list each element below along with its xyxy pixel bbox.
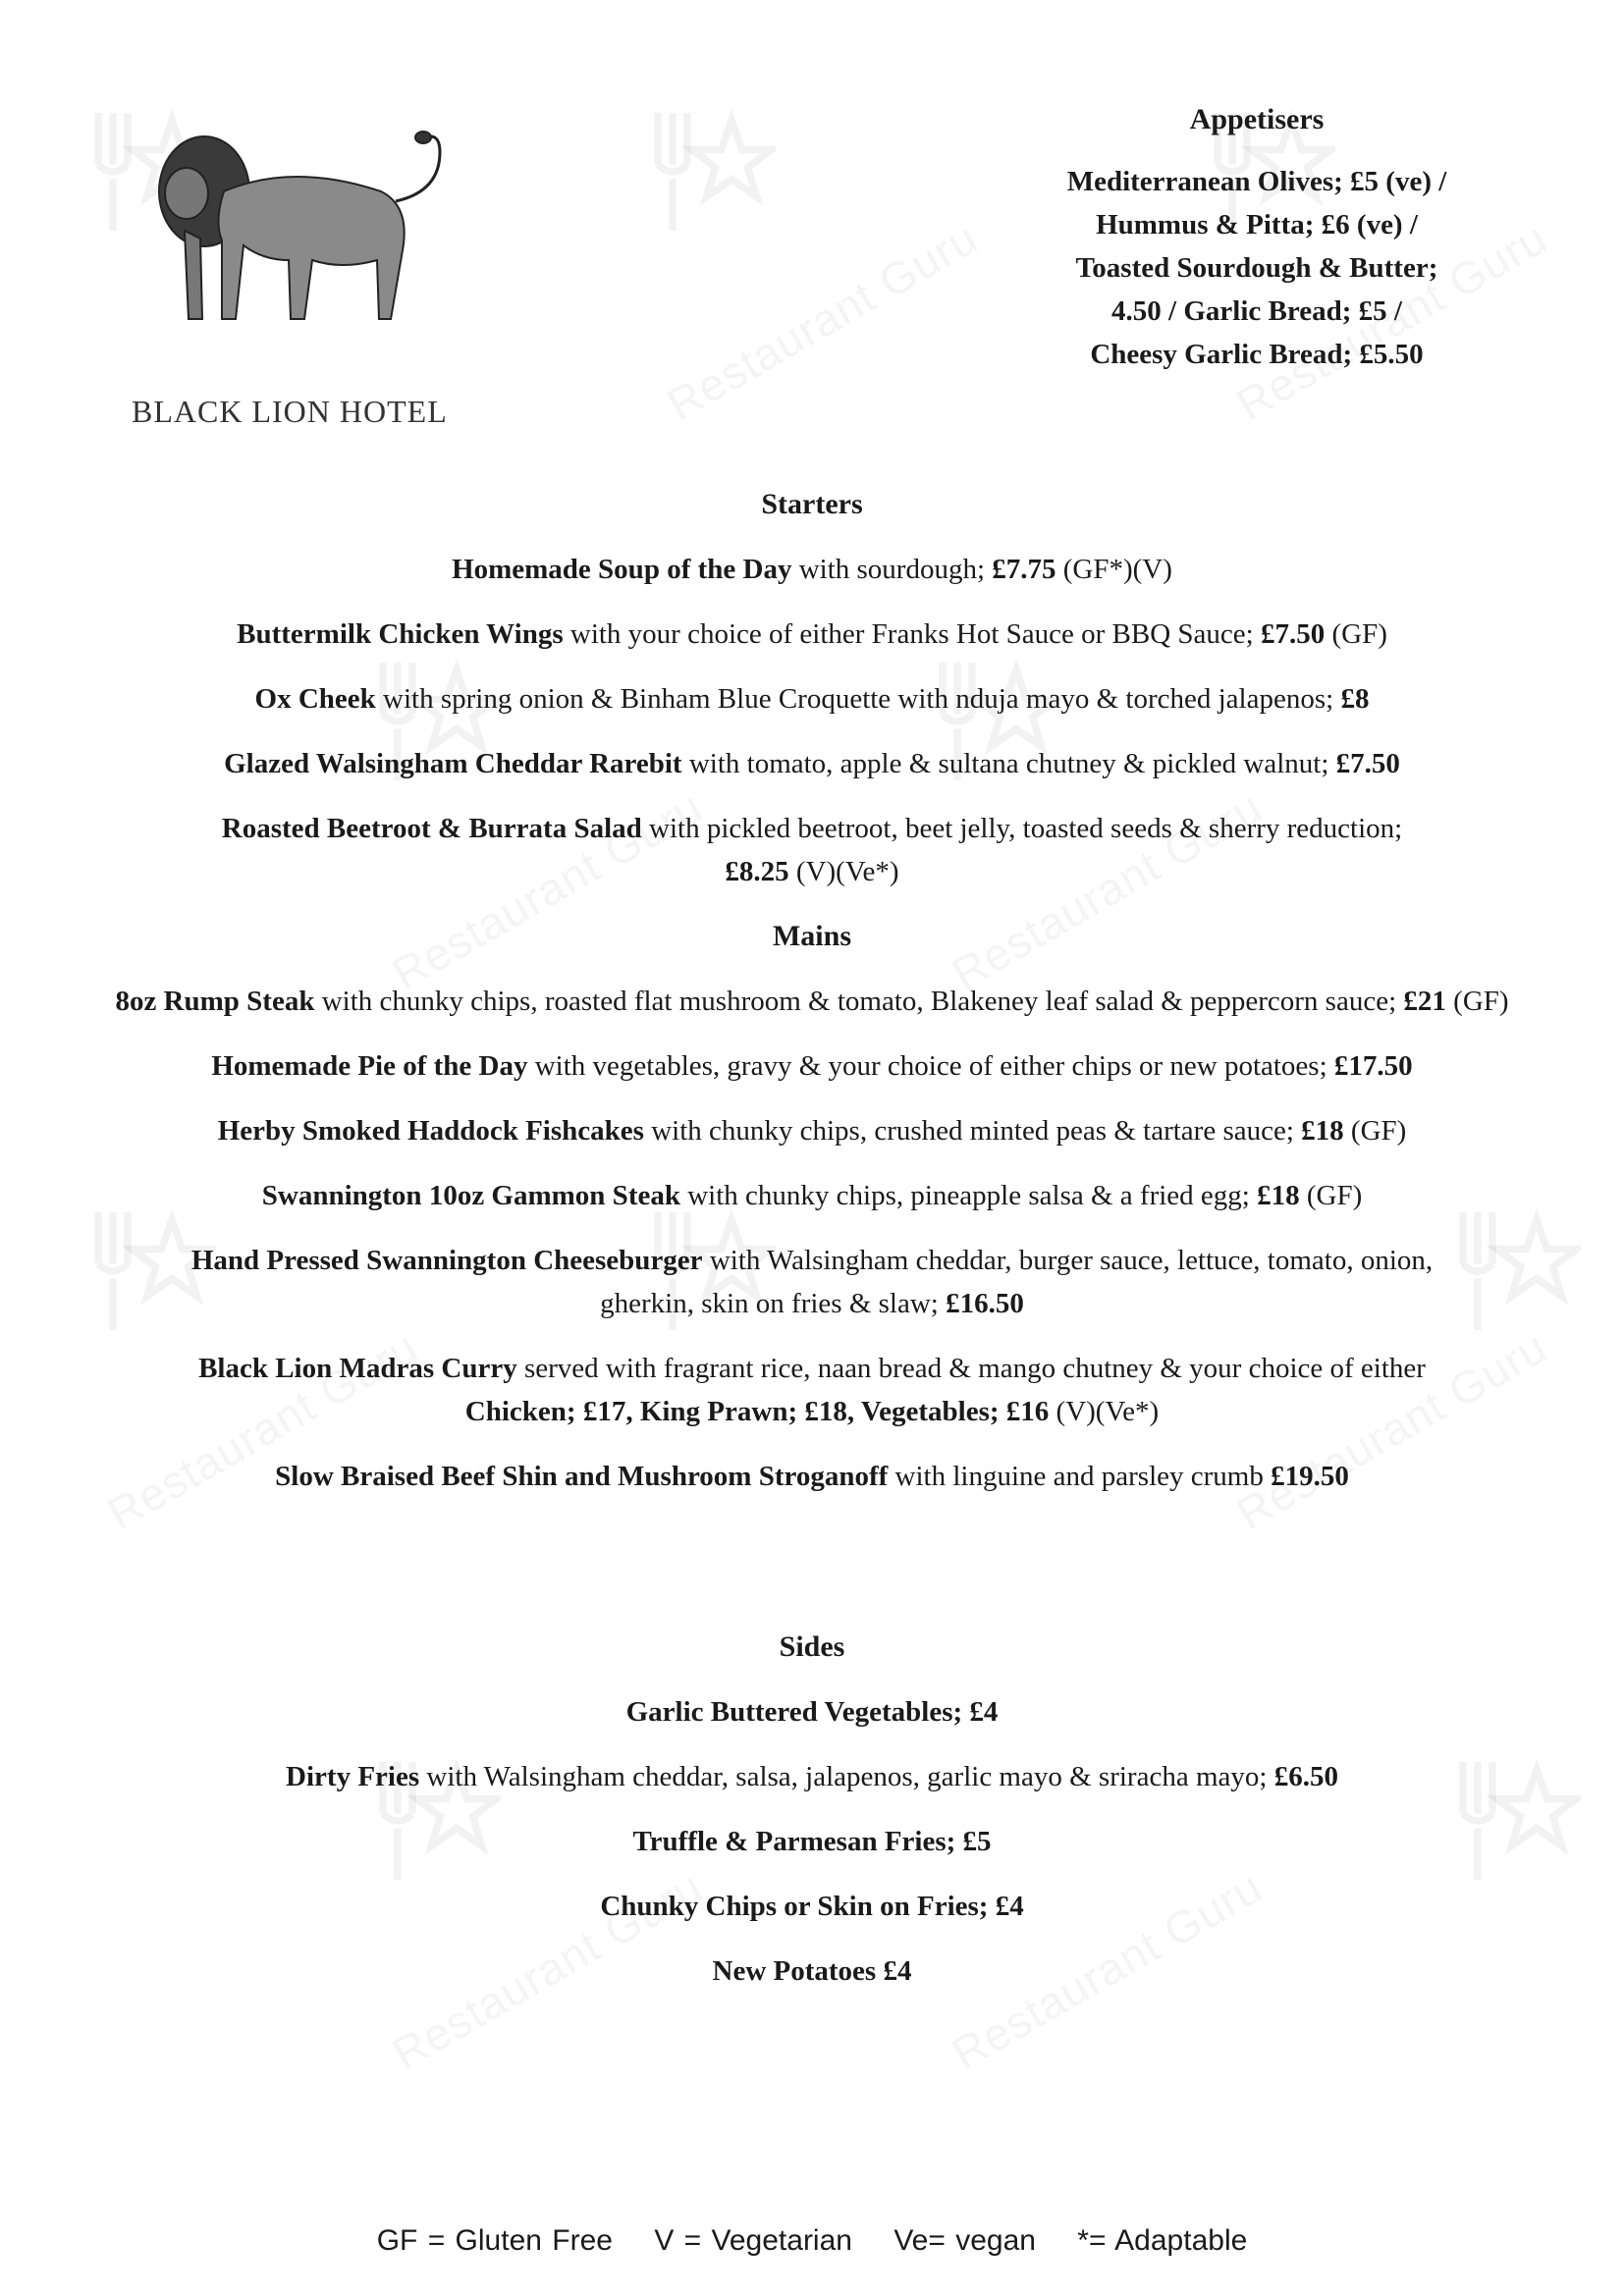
hotel-logo	[126, 123, 479, 437]
menu-item	[79, 613, 1545, 656]
menu-item	[79, 1174, 1545, 1217]
legend-item: V = Vegetarian	[654, 2224, 852, 2257]
legend-item: Ve= vegan	[893, 2224, 1036, 2257]
item-name: Herby Smoked Haddock Fishcakes	[217, 1115, 644, 1147]
item-price: £21	[1403, 986, 1446, 1017]
starters-section	[79, 483, 1545, 893]
item-name: Homemade Pie of the Day	[211, 1050, 528, 1082]
item-desc: with chunky chips, roasted flat mushroom & tomato, Blakeney leaf salad & peppercorn sauce;	[314, 986, 1404, 1017]
item-price: £19.50	[1271, 1461, 1349, 1492]
menu-item	[79, 1044, 1545, 1088]
menu-item	[79, 1755, 1545, 1798]
item-desc: with your choice of either Franks Hot Sauce or BBQ Sauce;	[563, 618, 1261, 650]
item-price: Chicken; £17, King Prawn; £18, Vegetables; £16	[464, 1396, 1050, 1427]
item-name: Black Lion Madras Curry	[198, 1353, 517, 1384]
menu-item	[79, 807, 1545, 893]
item-name: Dirty Fries	[286, 1761, 420, 1792]
menu-item	[79, 1455, 1545, 1498]
menu-item	[79, 1820, 1545, 1863]
item-name: 8oz Rump Steak	[115, 986, 315, 1017]
item-price: £16.50	[946, 1288, 1024, 1319]
item-price: £6.50	[1273, 1761, 1338, 1792]
item-price: £8	[1340, 683, 1370, 715]
hotel-name: BLACK LION HOTEL	[132, 394, 448, 429]
item-desc: served with fragrant rice, naan bread & mango chutney & your choice of either	[516, 1353, 1426, 1384]
item-name: Slow Braised Beef Shin and Mushroom Stroganoff	[275, 1461, 889, 1492]
appetisers-section	[982, 103, 1532, 376]
item-price: £18	[1257, 1180, 1300, 1211]
item-price: £7.50	[1335, 748, 1400, 779]
item-name: Glazed Walsingham Cheddar Rarebit	[224, 748, 682, 779]
appetiser-line: Hummus & Pitta; £6 (ve) /	[1096, 209, 1418, 240]
dietary-legend	[0, 2224, 1624, 2258]
item-name: Chunky Chips or Skin on Fries; £4	[600, 1891, 1024, 1922]
item-name: Buttermilk Chicken Wings	[237, 618, 564, 650]
menu-item	[79, 1690, 1545, 1734]
item-desc: with tomato, apple & sultana chutney & pickled walnut;	[681, 748, 1336, 779]
item-desc: with Walsingham cheddar, burger sauce, lettuce, tomato, onion, gherkin, skin on fries & slaw;	[600, 1245, 1434, 1319]
legend-item: *= Adaptable	[1077, 2224, 1248, 2257]
item-price: £17.50	[1333, 1050, 1413, 1082]
item-desc: with spring onion & Binham Blue Croquette with nduja mayo & torched jalapenos;	[375, 683, 1341, 715]
menu-item	[79, 1109, 1545, 1152]
sides-section	[79, 1626, 1545, 1993]
menu-item	[79, 1949, 1545, 1993]
watermark-fork-star-icon	[628, 98, 776, 245]
appetiser-line: Cheesy Garlic Bread; £5.50	[1090, 339, 1424, 370]
item-desc: with Walsingham cheddar, salsa, jalapenos, garlic mayo & sriracha mayo;	[419, 1761, 1274, 1792]
mains-title: Mains	[772, 920, 851, 952]
item-price: £7.75	[992, 554, 1056, 585]
watermark-text	[658, 211, 986, 431]
item-price: £18	[1301, 1115, 1344, 1147]
item-tags: (GF)	[1299, 1180, 1363, 1211]
lion-icon	[145, 123, 460, 368]
item-tags: (GF)	[1325, 618, 1387, 650]
item-desc: with pickled beetroot, beet jelly, toasted seeds & sherry reduction;	[641, 813, 1403, 844]
appetiser-line: Toasted Sourdough & Butter;	[1075, 252, 1438, 284]
item-tags: (GF)	[1445, 986, 1509, 1017]
item-tags: (V)(Ve*)	[1049, 1396, 1160, 1427]
item-tags: (V)(Ve*)	[788, 856, 899, 887]
item-name: Swannington 10oz Gammon Steak	[261, 1180, 680, 1211]
appetisers-title: Appetisers	[1189, 103, 1325, 135]
item-desc: with vegetables, gravy & your choice of either chips or new potatoes;	[527, 1050, 1334, 1082]
item-name: Ox Cheek	[254, 683, 376, 715]
item-desc: with linguine and parsley crumb	[888, 1461, 1272, 1492]
menu-item	[79, 1347, 1545, 1433]
item-name: Truffle & Parmesan Fries; £5	[632, 1826, 992, 1857]
item-price: £8.25	[725, 856, 789, 887]
item-price: £7.50	[1260, 618, 1326, 650]
item-name: Homemade Soup of the Day	[452, 554, 792, 585]
item-desc: with chunky chips, pineapple salsa & a fried egg;	[679, 1180, 1258, 1211]
mains-section	[79, 915, 1545, 1498]
menu-item	[79, 677, 1545, 721]
menu-item	[79, 548, 1545, 591]
starters-title: Starters	[761, 488, 863, 520]
menu-item	[79, 742, 1545, 785]
menu-item	[79, 980, 1545, 1023]
item-desc: with sourdough;	[791, 554, 993, 585]
sides-title: Sides	[779, 1630, 845, 1663]
item-tags: (GF*)(V)	[1056, 554, 1172, 585]
legend-item: GF = Gluten Free	[376, 2224, 613, 2257]
item-tags: (GF)	[1343, 1115, 1407, 1147]
menu-item	[79, 1239, 1545, 1325]
appetiser-line: Mediterranean Olives; £5 (ve) /	[1066, 166, 1447, 197]
item-name: New Potatoes £4	[712, 1955, 912, 1987]
item-name: Hand Pressed Swannington Cheeseburger	[190, 1245, 703, 1276]
appetiser-line: 4.50 / Garlic Bread; £5 /	[1111, 295, 1402, 327]
item-desc: with chunky chips, crushed minted peas & tartare sauce;	[643, 1115, 1302, 1147]
item-name: Roasted Beetroot & Burrata Salad	[221, 813, 642, 844]
item-name: Garlic Buttered Vegetables; £4	[625, 1696, 999, 1728]
menu-item	[79, 1885, 1545, 1928]
